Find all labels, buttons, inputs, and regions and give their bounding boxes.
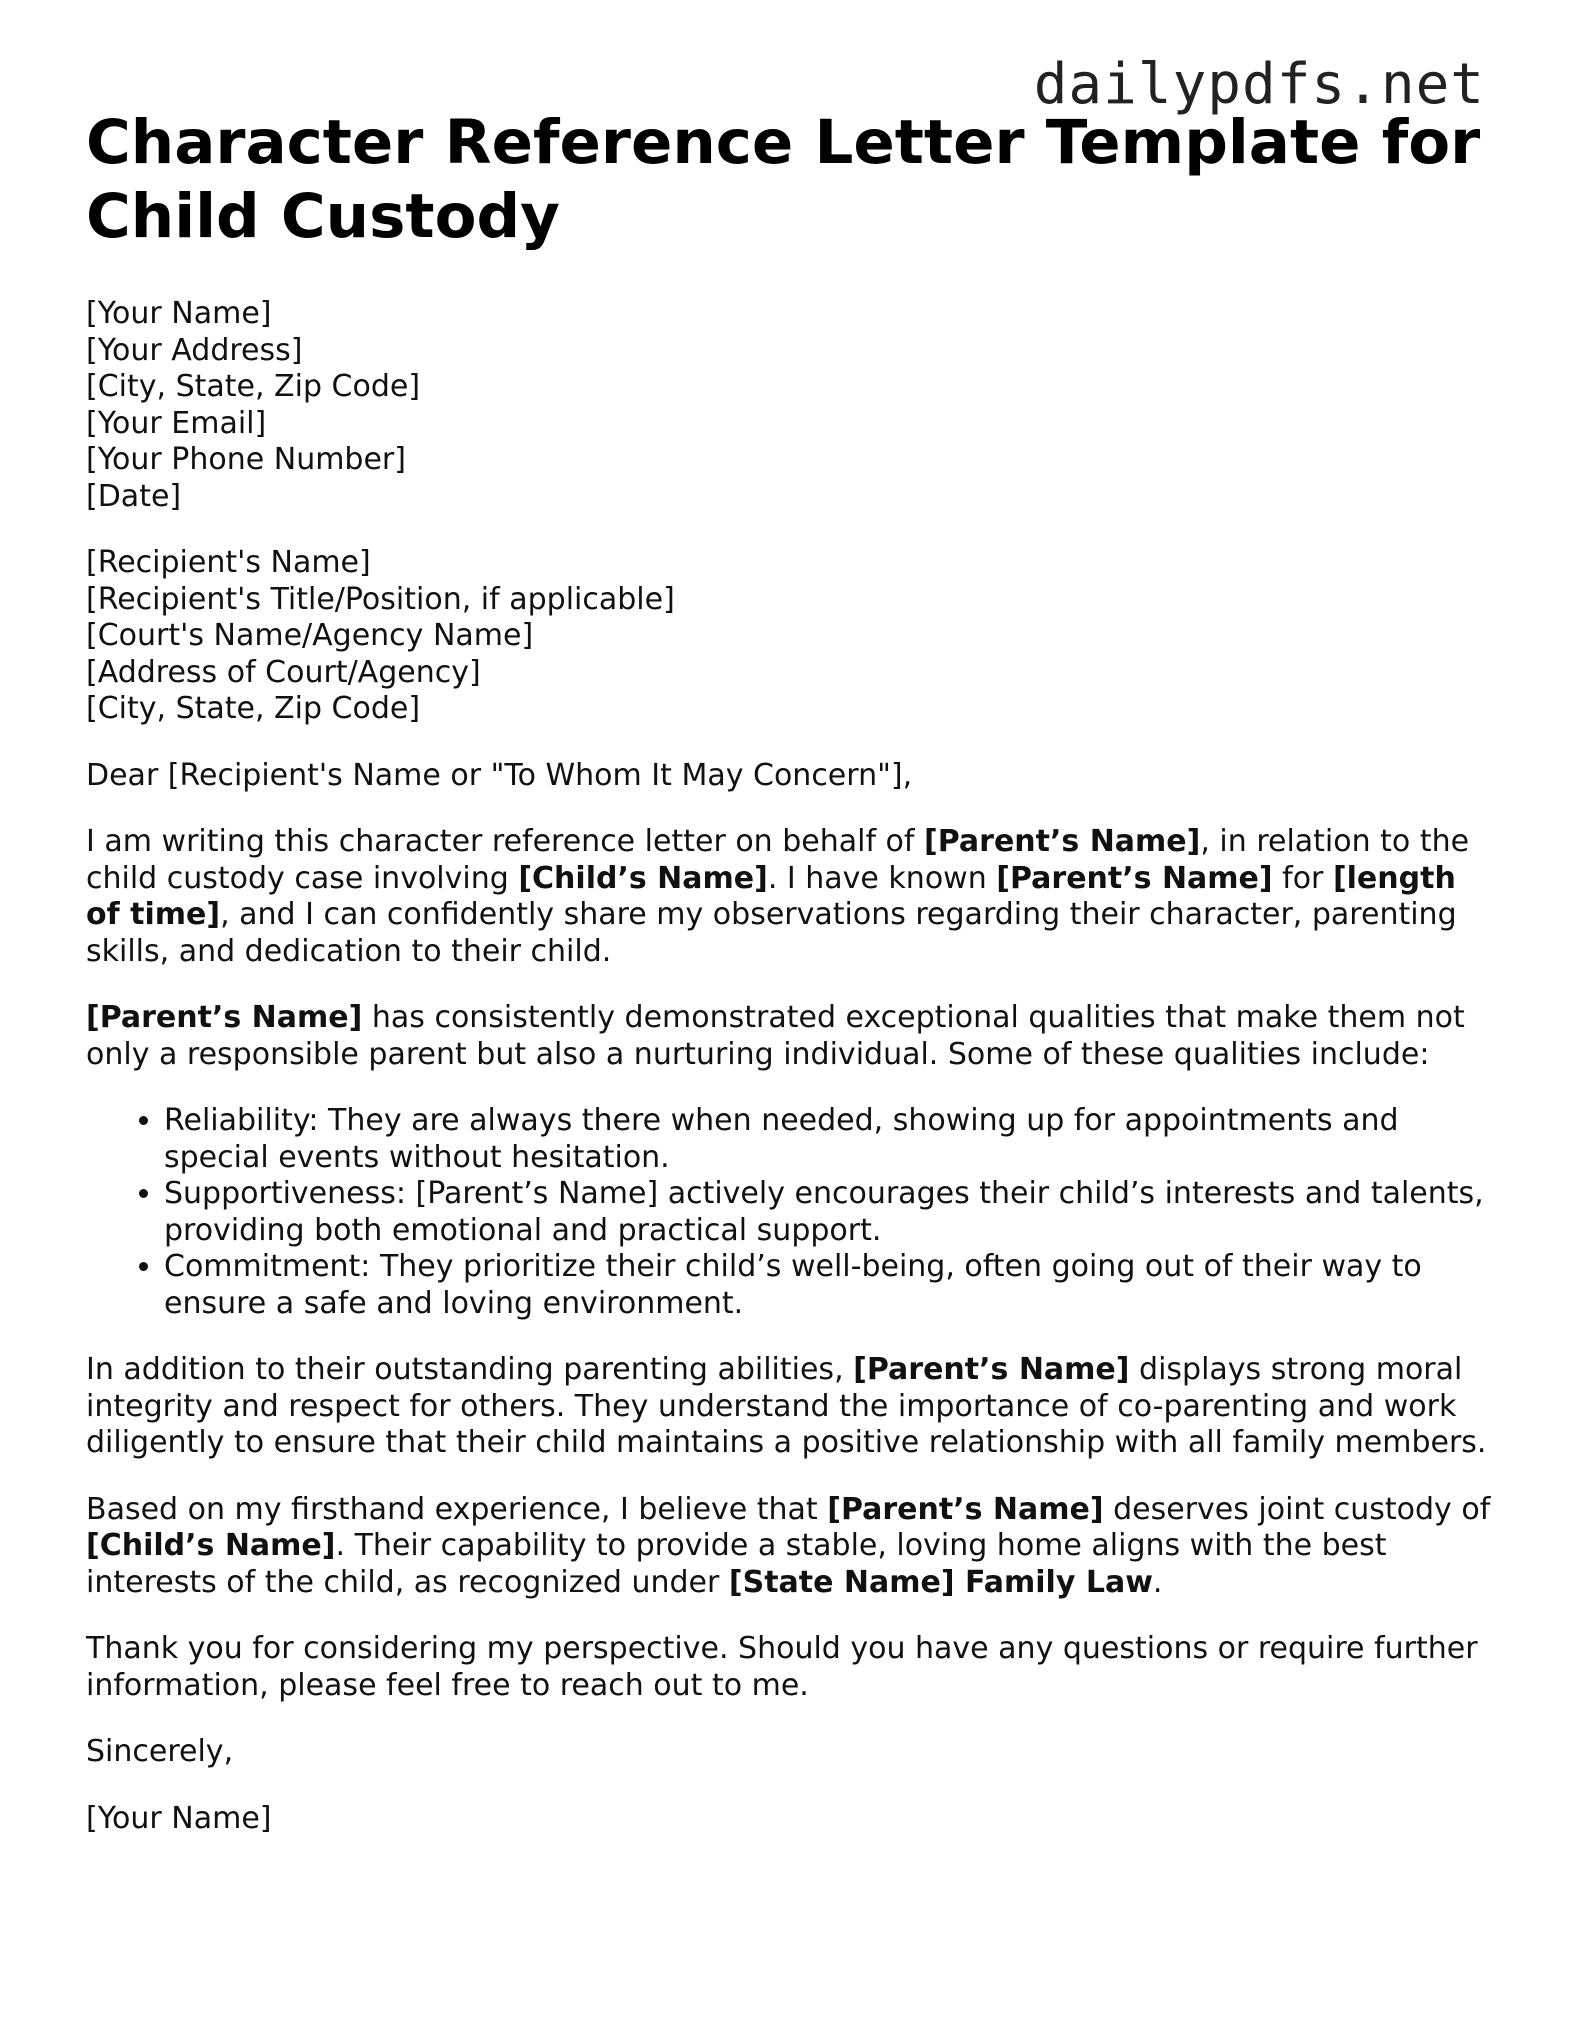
list-item-supportiveness: • Supportiveness: [Parent’s Name] actively encourages their child’s interests and talents, providing both emotional and practical support. xyxy=(164,1176,1496,1249)
text-run: for xyxy=(1272,860,1333,896)
parent-name-placeholder: [Parent’s Name] xyxy=(996,860,1273,896)
parent-name-placeholder: [Parent’s Name] xyxy=(924,824,1201,859)
paragraph-qualities-intro xyxy=(86,1000,1496,1073)
parent-name-placeholder: [Parent’s Name] xyxy=(827,1491,1104,1527)
text-run: I am writing this character reference letter on behalf of xyxy=(86,824,925,859)
page-title: Character Reference Letter Template for Child Custody xyxy=(86,107,1481,252)
recipient-address-block xyxy=(86,545,1496,728)
child-name-placeholder: [Child’s Name] xyxy=(518,860,768,896)
text-run: . Their capability to provide a stable, loving home aligns with the best interests of the child, as recognized under xyxy=(86,1528,1387,1600)
text-run: Based on my firsthand experience, I believe that xyxy=(86,1491,828,1527)
text-run: In addition to their outstanding parenting abilities, xyxy=(86,1352,854,1387)
court-address: [Address of Court/Agency] xyxy=(86,654,481,690)
child-name-placeholder: [Child’s Name] xyxy=(86,1528,336,1563)
length-of-time-placeholder: [length of time] xyxy=(86,860,1456,932)
recipient-title: [Recipient's Title/Position, if applicable] xyxy=(86,581,675,617)
text-run: has consistently demonstrated exceptional qualities that make them not only a responsible parent but also a nurturing individual. Some of these qualities include: xyxy=(86,1000,1465,1072)
text-run: displays strong moral integrity and respect for others. They understand the importance of co-parenting and work diligently to ensure that their child maintains a positive relationship with all family members. xyxy=(86,1352,1487,1460)
site-watermark: dailypdfs.net xyxy=(1033,52,1485,117)
closing: Sincerely, xyxy=(86,1734,234,1769)
sender-phone: [Your Phone Number] xyxy=(86,442,406,477)
qualities-list xyxy=(86,1103,1496,1322)
signature: [Your Name] xyxy=(86,1800,272,1836)
text-run: . I have known xyxy=(767,860,997,896)
list-item-reliability: • Reliability: They are always there when needed, showing up for appointments and special events without hesitation. xyxy=(164,1103,1496,1176)
text-run: . xyxy=(1152,1564,1163,1600)
paragraph-integrity xyxy=(86,1352,1496,1462)
sender-city-state-zip: [City, State, Zip Code] xyxy=(86,369,421,404)
sender-name: [Your Name] xyxy=(86,296,272,331)
text-run: , and I can confidently share my observations regarding their character, parenting skills, and dedication to their child. xyxy=(86,897,1457,969)
paragraph-intro xyxy=(86,824,1496,970)
paragraph-thanks: Thank you for considering my perspective. Should you have any questions or require further information, please feel free to reach out to me. xyxy=(86,1631,1478,1703)
sender-address-block xyxy=(86,296,1496,515)
list-item-commitment: • Commitment: They prioritize their child’s well-being, often going out of their way to ensure a safe and loving environment. xyxy=(164,1249,1496,1322)
recipient-name: [Recipient's Name] xyxy=(86,545,371,580)
court-name: [Court's Name/Agency Name] xyxy=(86,618,534,653)
paragraph-recommendation xyxy=(86,1492,1496,1602)
court-city-state-zip: [City, State, Zip Code] xyxy=(86,691,421,726)
text-run: , in relation to the child custody case involving xyxy=(86,824,1470,896)
salutation: Dear [Recipient's Name or "To Whom It May Concern"], xyxy=(86,757,913,793)
parent-name-placeholder: [Parent’s Name] xyxy=(86,1000,363,1035)
sender-email: [Your Email] xyxy=(86,405,267,441)
sender-address: [Your Address] xyxy=(86,332,303,368)
state-law-placeholder: [State Name] Family Law xyxy=(728,1564,1153,1600)
parent-name-placeholder: [Parent’s Name] xyxy=(853,1352,1130,1387)
letter-date: [Date] xyxy=(86,478,182,514)
text-run: deserves joint custody of xyxy=(1103,1491,1491,1527)
letter-content xyxy=(86,106,1496,1837)
